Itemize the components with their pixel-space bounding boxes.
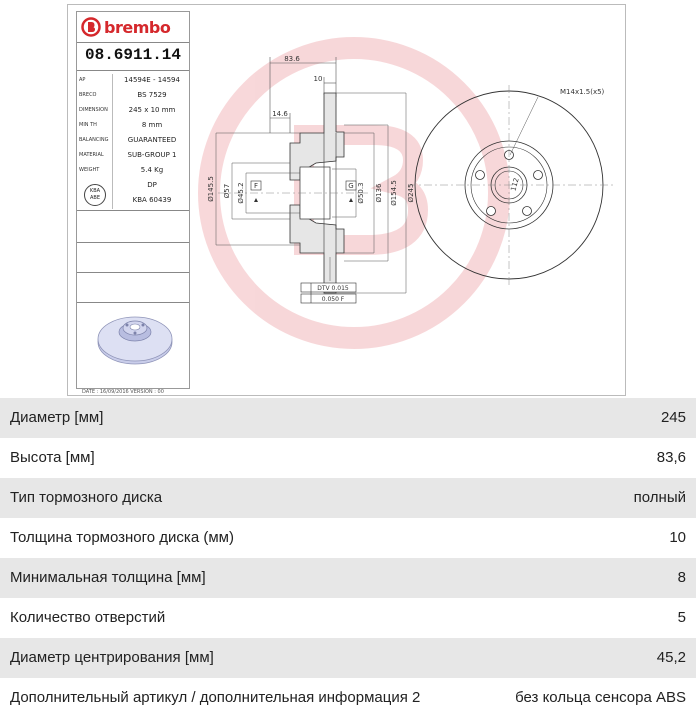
spec-label: WEIGHT <box>79 167 100 173</box>
spec-label: Дополнительный артикул / дополнительная информация 2 <box>10 689 421 706</box>
spec-label: Высота [мм] <box>10 449 95 466</box>
spec-value: 10 <box>669 529 686 546</box>
spec-label: AP <box>79 77 86 83</box>
divider <box>77 242 189 243</box>
divider <box>77 70 189 71</box>
divider <box>77 210 189 211</box>
dim-offset: 14.6 <box>272 110 288 118</box>
runout: 0.050 F <box>321 296 345 303</box>
spec-row <box>77 149 189 164</box>
spec-table-row <box>0 678 696 718</box>
spec-table-row <box>0 638 696 678</box>
spec-label: Диаметр центрирования [мм] <box>10 649 214 666</box>
divider <box>77 42 189 43</box>
spec-label: MIN TH <box>79 122 97 128</box>
spec-value: 8 mm <box>141 121 163 129</box>
spec-value: 8 <box>677 569 686 586</box>
spec-row <box>77 164 189 179</box>
spec-label: MATERIAL <box>79 152 104 158</box>
dim-d50: Ø50.3 <box>357 182 365 204</box>
spec-value: 83,6 <box>656 449 686 466</box>
spec-value: 5 <box>677 609 686 626</box>
bolt-hole <box>487 207 496 216</box>
spec-row <box>77 74 189 89</box>
spec-label: Минимальная толщина [мм] <box>10 569 206 586</box>
spec-label: DIMENSION <box>79 107 108 113</box>
spec-table-row <box>0 518 696 558</box>
kba-badge-line: ABE <box>89 195 100 201</box>
dim-d145: Ø145.5 <box>207 176 215 202</box>
bolt-hole <box>476 171 485 180</box>
spec-label: Тип тормозного диска <box>10 489 163 506</box>
spec-label: Диаметр [мм] <box>10 409 104 426</box>
spec-row <box>77 119 189 134</box>
specifications-table <box>0 398 696 718</box>
brembo-logo <box>81 16 170 38</box>
spec-value: SUB-GROUP 1 <box>127 151 177 159</box>
extra-code: KBA 60439 <box>132 196 172 204</box>
spec-row <box>77 89 189 104</box>
ref-f: F <box>253 182 259 190</box>
ref-g: G <box>348 182 354 190</box>
part-number: 08.6911.14 <box>84 46 181 64</box>
spec-row <box>77 104 189 119</box>
dim-bolt-angle: 112 <box>509 176 521 192</box>
divider <box>77 302 189 303</box>
spec-label: Толщина тормозного диска (мм) <box>10 529 234 546</box>
date-version: DATE : 16/09/2016 VERSION : 00 <box>82 389 164 395</box>
spec-value: без кольца сенсора ABS <box>515 689 686 706</box>
bolt-hole <box>523 207 532 216</box>
dim-d154: Ø154.5 <box>390 180 398 206</box>
dim-d45: Ø45.2 <box>237 182 245 204</box>
technical-drawing-sheet <box>67 4 626 396</box>
spec-table-row <box>0 398 696 438</box>
spec-row <box>77 134 189 149</box>
dim-height: 83.6 <box>284 55 300 63</box>
disc-3d-illustration <box>95 308 175 370</box>
kba-abe-badge <box>84 184 106 206</box>
spec-table-row <box>0 558 696 598</box>
dim-thickness: 10 <box>313 75 323 83</box>
spec-value: BS 7529 <box>137 91 167 99</box>
bolt-hole <box>534 171 543 180</box>
spec-label: BALANCING <box>79 137 109 143</box>
dim-d136: Ø136 <box>375 183 383 203</box>
spec-value: 45,2 <box>656 649 686 666</box>
dtv: DTV 0.015 <box>317 285 349 292</box>
spec-value: GUARANTEED <box>127 136 177 144</box>
spec-table-row <box>0 598 696 638</box>
info-panel <box>76 11 190 389</box>
spec-table-row <box>0 438 696 478</box>
brand-name: brembo <box>104 17 171 37</box>
spec-value: 245 <box>660 409 686 426</box>
dim-d57: Ø57 <box>223 183 231 199</box>
extra-code: DP <box>147 181 157 189</box>
kba-badge-line: KBA <box>89 188 101 194</box>
spec-value: 5.4 Kg <box>140 166 164 174</box>
spec-value: полный <box>633 489 686 506</box>
divider <box>77 272 189 273</box>
spec-table-row <box>0 478 696 518</box>
spec-value: 14594E - 14594 <box>124 76 180 84</box>
spec-label: Количество отверстий <box>10 609 166 626</box>
dim-d245: Ø245 <box>407 183 415 203</box>
spec-value: 245 x 10 mm <box>128 106 176 114</box>
dim-thread: M14x1.5(x5) <box>560 88 605 96</box>
brembo-logo-icon <box>81 17 101 37</box>
spec-label: BRECO <box>79 92 97 98</box>
